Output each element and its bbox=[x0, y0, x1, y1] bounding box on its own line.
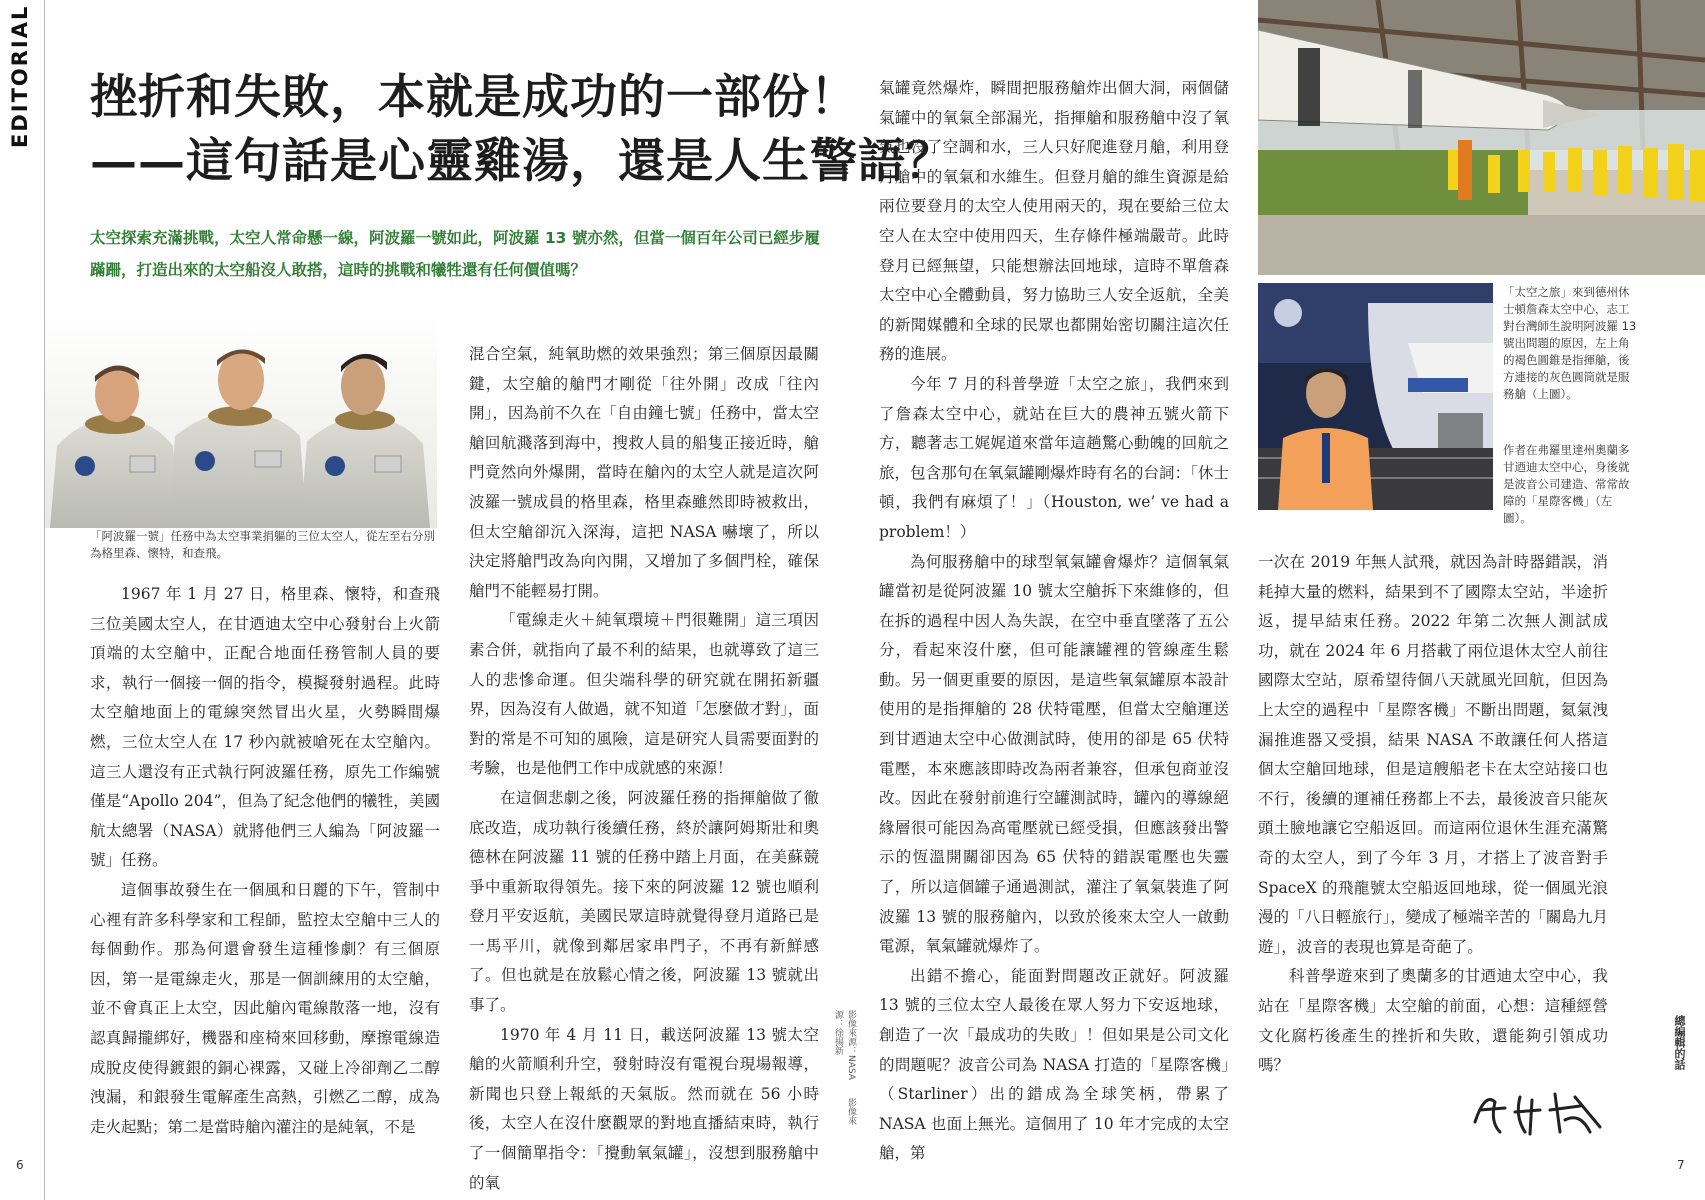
paragraph: 氣罐竟然爆炸，瞬間把服務艙炸出個大洞，兩個儲氣罐中的氧氣全部漏光，指揮艙和服務艙中沒了氧氣也沒了空調和水，三人只好爬進登月艙，利用登月艙中的氧氣和水維生。但登月艙的維生資源是給兩位要登月的太空人使用兩天的，現在要給三位太空人在太空中使用四天，生存條件極端嚴苛。此時登月已經無望，只能想辦法回地球，這時不單詹森太空中心全體動員，努力協助三人安全返航，全美的新聞媒體和全球的民眾也都開始密切關注這次任務的進展。 bbox=[879, 79, 1229, 364]
photo-credit: 影像來源：NASA 影像來源：徐揚新 bbox=[833, 1010, 856, 1125]
paragraph: 「電線走火＋純氧環境＋門很難開」這三項因素合併，就指向了最不利的結果，也就導致了這三人的悲慘命運。但尖端科學的研究就在開拓新疆界，因為沒有人做過，就不知道「怎麼做才對」，面對的常是不可知的風險，這是研究人員需要面對的考驗，也是他們工作中成就感的來源！ bbox=[469, 611, 819, 778]
article-lead: 太空探索充滿挑戰，太空人常命懸一線，阿波羅一號如此，阿波羅 13 號亦然，但當一個百年公司已經步履蹣跚，打造出來的太空船沒人敢搭，這時的挑戰和犧牲還有任何價值嗎？ bbox=[90, 229, 820, 279]
paragraph: 為何服務艙中的球型氧氣罐會爆炸？這個氧氣罐當初是從阿波羅 10 號太空艙拆下來維修的，但在拆的過程中因人為失誤，在空中垂直墜落了五公分，看起來沒什麼，但可能讓罐裡的管線產生鬆動。另一個更重要的原因，是這些氧氣罐原本設計使用的是指揮艙的 28 伏特電壓，但當太空艙運送到甘迺迪太空中心做測試時，使用的卻是 65 伏特電壓，本來應該即時改為兩者兼容，但承包商並沒改。因此在發射前進行空罐測試時，罐內的導線絕緣層很可能因為高電壓就已經受損，但應該發出警示的恆溫開關卻因為 65 伏特的錯誤電壓也失靈了，所以這個罐子通過測試，灌注了氧氣裝進了阿波羅 13 號的服務艙內，以致於後來太空人一啟動電源，氧氣罐就爆炸了。 bbox=[879, 552, 1229, 956]
margin-rule bbox=[44, 0, 45, 1200]
paragraph: 在這個悲劇之後，阿波羅任務的指揮艙做了徹底改造，成功執行後續任務，終於讓阿姆斯壯和奧德林在阿波羅 11 號的任務中踏上月面，在美蘇競爭中重新取得領先。接下來的阿波羅 12 號也順利登月平安返航，美國民眾這時就覺得登月道路已是一馬平川，就像到鄰居家串門子，不再有新鮮感了。但也就是在放鬆心情之後，阿波羅 13 號就出事了。 bbox=[469, 788, 819, 1015]
paragraph: 一次在 2019 年無人試飛，就因為計時器錯誤，消耗掉大量的燃料，結果到不了國際太空站，半途折返，提早結束任務。2022 年第二次無人測試成功，就在 2024 年 6 月搭載了兩位退休太空人前往國際太空站，原希望待個八天就風光回航，但因為上太空的過程中「星際客機」不斷出問題，氦氣洩漏推進器又受損，結果 NASA 不敢讓任何人搭這個太空艙回地球，但是這艘船老卡在太空站接口也不行，後續的運補任務都上不去，最後波音只能灰頭土臉地讓它空船返回。而這兩位退休生涯充滿驚奇的太空人，到了今年 3 月，才搭上了波音對手 SpaceX 的飛龍號太空船返回地球，從一個風光浪漫的「八日輕旅行」，變成了極端辛苦的「關島九月遊」，波音的表現也算是奇葩了。 bbox=[1258, 553, 1608, 956]
paragraph: 這個事故發生在一個風和日麗的下午，管制中心裡有許多科學家和工程師，監控太空艙中三人的每個動作。那為何還會發生這種慘劇？有三個原因，第一是電線走火，那是一個訓練用的太空艙，並不會真正上太空，因此艙內電線散落一地，沒有認真歸攏綁好，機器和座椅來回移動，摩擦電線造成脫皮使得鍍銀的銅心裸露，又碰上冷卻劑乙二醇洩漏，和銀發生電解產生高熱，引燃乙二醇，成為走火起點；第二是當時艙內灌注的是純氧，不是 bbox=[90, 880, 440, 1136]
starliner-photo-caption-top: 「太空之旅」來到德州休士頓詹森太空中心，志工對台灣師生說明阿波羅 13 號出問題的原因，左上角的褐色圓錐是指揮艙，後方連接的灰色圓筒就是服務艙（上圖）。 bbox=[1503, 285, 1637, 401]
paragraph: 出錯不擔心，能面對問題改正就好。阿波羅 13 號的三位太空人最後在眾人努力下安返地球，創造了一次「最成功的失敗」！但如果是公司文化的問題呢？波音公司為 NASA 打造的「星際客機」（Starliner）出的錯成為全球笑柄，帶累了 NASA 也面上無光。這個用了 10 年才完成的太空艙，第 bbox=[879, 966, 1229, 1163]
section-label-right: 總編輯的話 bbox=[1673, 1015, 1686, 1070]
paragraph: 混合空氣，純氧助燃的效果強烈；第三個原因最關鍵，太空艙的艙門才剛從「往外開」改成「往內開」，因為前不久在「自由鐘七號」任務中，當太空艙回航濺落到海中，搜救人員的船隻正接近時，艙門竟然向外爆開，當時在艙內的太空人就是這次阿波羅一號成員的格里森，格里森雖然即時被救出，但太空艙卻沉入深海，這把 NASA 嚇壞了，所以決定將艙門改為向內開，又增加了多個門栓，確保艙門不能輕易打開。 bbox=[469, 345, 819, 600]
section-tag-label: EDITORIAL bbox=[8, 4, 32, 148]
paragraph: 科普學遊來到了奧蘭多的甘迺迪太空中心，我站在「星際客機」太空艙的前面，心想：這種經營文化腐朽後產生的挫折和失敗，還能夠引領成功嗎？ bbox=[1258, 967, 1608, 1075]
article-title bbox=[90, 66, 954, 194]
page-number-right: 7 bbox=[1677, 1158, 1685, 1172]
column-2 bbox=[469, 340, 819, 1198]
rocket-hall-photo bbox=[1258, 0, 1705, 275]
title-line-1: 挫折和失敗，本就是成功的一部份！ bbox=[90, 70, 858, 125]
section-tag bbox=[2, 4, 38, 150]
title-line-2: ——這句話是心靈雞湯，還是人生警語？ bbox=[90, 134, 954, 189]
paragraph: 今年 7 月的科普學遊「太空之旅」，我們來到了詹森太空中心，就站在巨大的農神五號火箭下方，聽著志工娓娓道來當年這趟驚心動魄的回航之旅，包含那句在氧氣罐剛爆炸時有名的台詞：「休士頓，我們有麻煩了！」（Houston, we’ ve had a problem！） bbox=[879, 374, 1229, 541]
astronauts-photo-caption: 「阿波羅一號」任務中為太空事業捐軀的三位太空人，從左至右分別為格里森、懷特，和查飛。 bbox=[90, 529, 435, 560]
starliner-photo-caption-bottom: 作者在弗羅里達州奧蘭多甘迺迪太空中心，身後就是波音公司建造、常常故障的「星際客機」（左圖）。 bbox=[1503, 443, 1630, 525]
column-3 bbox=[879, 74, 1229, 1169]
paragraph: 1970 年 4 月 11 日，載送阿波羅 13 號太空艙的火箭順利升空，發射時沒有電視台現場報導，新聞也只登上報紙的天氣版。然而就在 56 小時後，太空人在沒什麼觀眾的對地直播結束時，執行了一個簡單指令：「攪動氧氣罐」，沒想到服務艙中的氧 bbox=[469, 1025, 819, 1192]
paragraph: 1967 年 1 月 27 日，格里森、懷特，和查飛三位美國太空人，在甘迺迪太空中心發射台上火箭頂端的太空艙中，正配合地面任務管制人員的要求，執行一個接一個的指令，模擬發射過程。此時太空艙地面上的電線突然冒出火星，火勢瞬間爆燃，三位太空人在 17 秒內就被嗆死在太空艙內。這三人還沒有正式執行阿波羅任務，原先工作編號僅是“Apollo 204”，但為了紀念他們的犧牲，美國航太總署（NASA）就將他們三人編為「阿波羅一號」任務。 bbox=[90, 585, 440, 870]
astronauts-photo bbox=[45, 316, 437, 528]
page-number-left: 6 bbox=[16, 1158, 24, 1172]
column-4 bbox=[1258, 548, 1608, 1081]
column-1 bbox=[90, 580, 440, 1142]
starliner-photo bbox=[1258, 283, 1493, 510]
author-signature bbox=[1470, 1082, 1610, 1142]
